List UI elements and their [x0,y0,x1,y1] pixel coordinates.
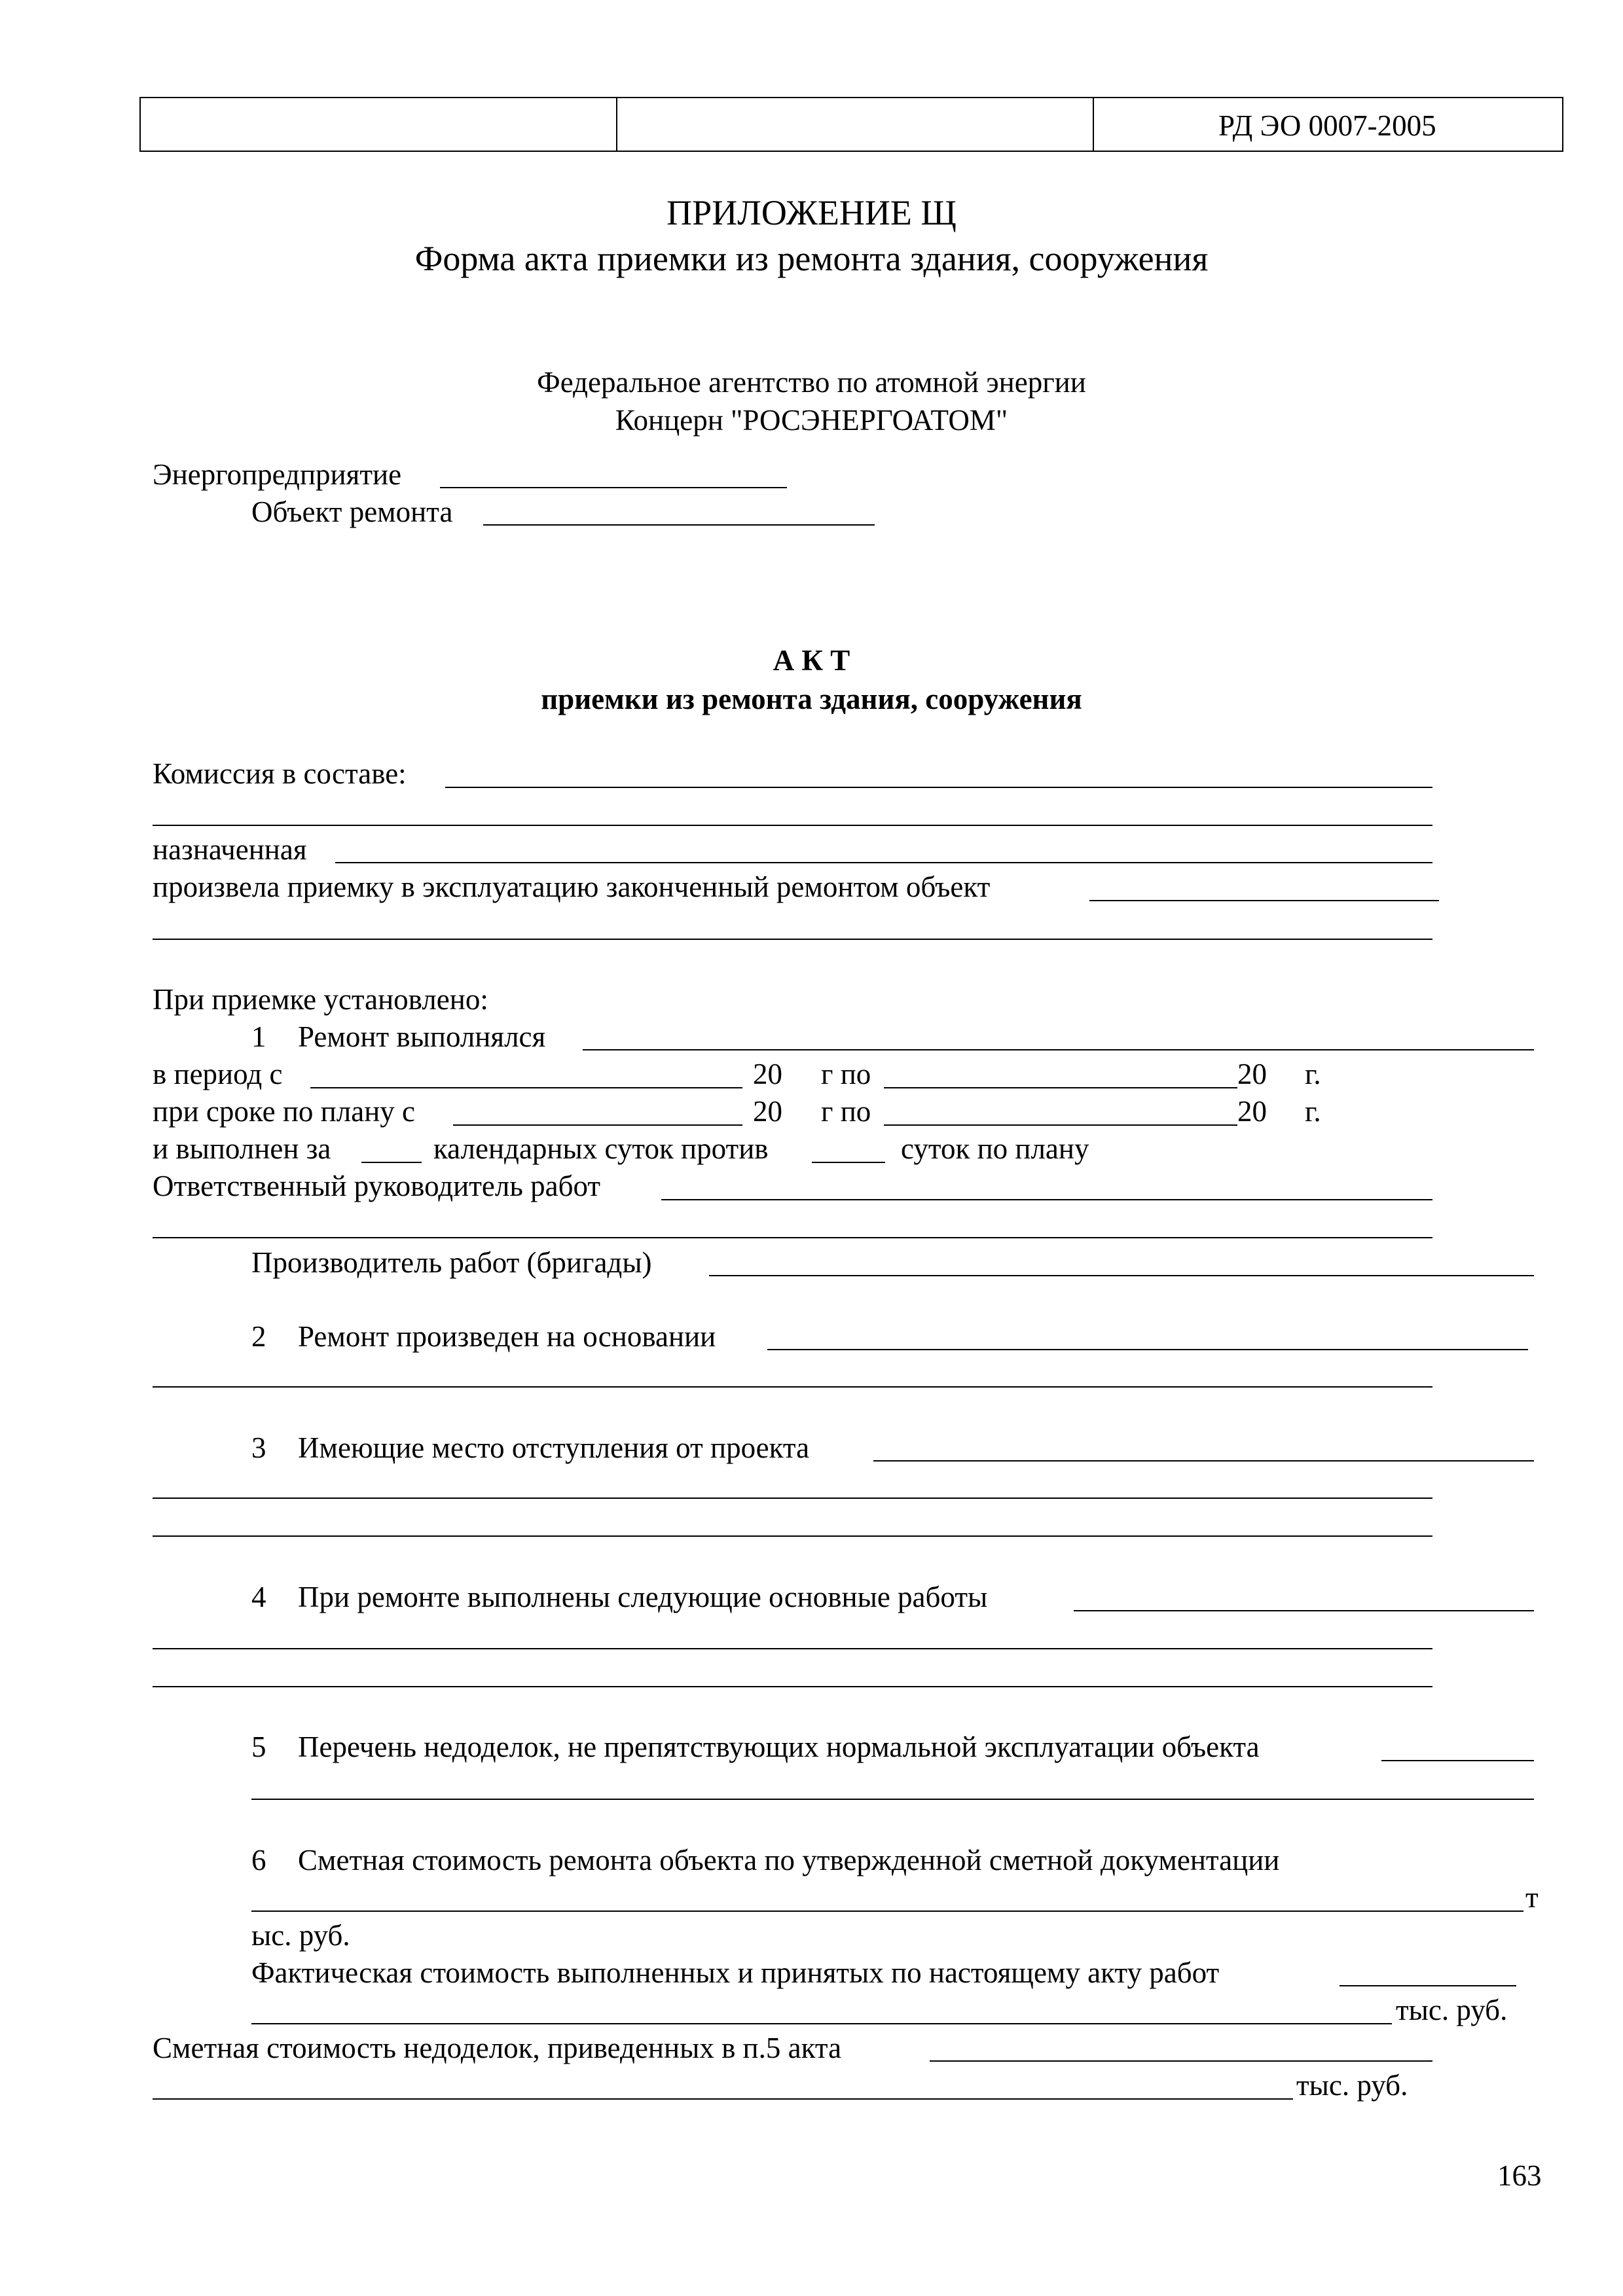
item-number-4: 4 [251,1581,266,1613]
period-from-field[interactable] [310,1087,742,1088]
appendix-subtitle: Форма акта приемки из ремонта здания, сооружения [414,239,1209,278]
plan-year-suffix: г. [1305,1095,1321,1128]
actual-cost-unit: тыс. руб. [1396,1994,1508,2026]
period-year-suffix: г. [1305,1058,1321,1090]
header-table [139,97,1563,152]
plan-to-year: 20 [1237,1095,1267,1128]
deviations-field-2[interactable] [153,1498,1432,1499]
deviations-field-3[interactable] [153,1535,1432,1537]
header-cell-code [1094,98,1562,151]
object-label: Объект ремонта [251,495,453,528]
basis-field-2[interactable] [153,1386,1432,1388]
item-number-6: 6 [251,1844,266,1876]
object-field[interactable] [483,524,875,526]
plan-days-label: суток по плану [901,1132,1089,1165]
defects-label: Перечень недоделок, не препятствующих нормальной эксплуатации объекта [298,1731,1260,1763]
defects-cost-unit: тыс. руб. [1296,2069,1408,2102]
period-from-year: 20 [753,1058,782,1090]
defects-field-2[interactable] [251,1799,1534,1800]
repair-done-label: Ремонт выполнялся [298,1020,546,1053]
responsible-label: Ответственный руководитель работ [153,1170,601,1202]
appendix-title: ПРИЛОЖЕНИЕ Щ [666,193,957,232]
item-number-3: 3 [251,1431,266,1464]
plan-from-label: при сроке по плану с [153,1095,416,1128]
item-number-2: 2 [251,1320,266,1353]
act-subtitle: приемки из ремонта здания, сооружения [541,683,1082,715]
accepted-object-field-2[interactable] [153,939,1432,940]
works-label: При ремонте выполнены следующие основные работы [298,1581,988,1613]
period-to-field[interactable] [884,1087,1237,1088]
accepted-label: произвела приемку в эксплуатацию законченный ремонтом объект [153,870,991,903]
appointed-field[interactable] [335,862,1432,863]
works-field-2[interactable] [153,1648,1432,1649]
item-number-5: 5 [251,1731,266,1763]
plan-to-label: г по [821,1095,871,1128]
header-cell-empty-2 [617,98,1094,151]
findings-intro: При приемке установлено: [153,983,488,1016]
enterprise-field[interactable] [440,487,787,488]
defects-cost-label: Сметная стоимость недоделок, приведенных в п.5 акта [153,2032,842,2064]
actual-cost-field-1[interactable] [1340,1985,1516,1986]
period-from-label: в период с [153,1058,283,1090]
defects-cost-field-2[interactable] [153,2098,1293,2100]
responsible-field-2[interactable] [153,1237,1432,1238]
enterprise-label: Энергопредприятие [153,458,402,491]
period-to-label: г по [821,1058,871,1090]
plan-days-field[interactable] [812,1162,885,1163]
commission-field-1[interactable] [445,787,1432,788]
accepted-object-field-1[interactable] [1089,900,1439,901]
commission-label: Комиссия в составе: [153,757,407,790]
plan-from-year: 20 [753,1095,782,1128]
plan-from-field[interactable] [453,1124,742,1126]
header-cell-empty-1 [141,98,617,151]
actual-cost-field-2[interactable] [251,2023,1392,2024]
done-days-field[interactable] [361,1162,422,1163]
works-field-1[interactable] [1074,1610,1534,1611]
deviations-label: Имеющие место отступления от проекта [298,1431,810,1464]
concern-name: Концерн "РОСЭНЕРГОАТОМ" [615,404,1008,437]
defects-field-1[interactable] [1381,1760,1534,1761]
estimate-unit-rest: ыс. руб. [251,1919,350,1952]
estimate-unit-t: т [1525,1881,1539,1914]
foreman-field[interactable] [709,1275,1534,1276]
plan-to-field[interactable] [884,1124,1237,1126]
works-field-3[interactable] [153,1686,1432,1687]
page-number: 163 [1497,2159,1542,2192]
defects-cost-field-1[interactable] [930,2060,1432,2062]
agency-name: Федеральное агентство по атомной энергии [537,366,1086,399]
done-in-label: и выполнен за [153,1132,331,1165]
appointed-label: назначенная [153,833,307,866]
deviations-field-1[interactable] [873,1460,1534,1462]
estimate-field[interactable] [251,1910,1523,1912]
repair-done-field[interactable] [583,1049,1534,1050]
responsible-field-1[interactable] [661,1199,1432,1200]
calendar-days-label: календарных суток против [433,1132,769,1165]
foreman-label: Производитель работ (бригады) [251,1246,652,1279]
actual-cost-label: Фактическая стоимость выполненных и принятых по настоящему акту работ [251,1956,1220,1989]
commission-field-2[interactable] [153,825,1432,826]
basis-label: Ремонт произведен на основании [298,1320,716,1353]
item-number-1: 1 [251,1020,266,1053]
estimate-label: Сметная стоимость ремонта объекта по утвержденной сметной документации [298,1844,1280,1876]
period-to-year: 20 [1237,1058,1267,1090]
act-title: А К Т [773,644,850,677]
document-code: РД ЭО 0007-2005 [1218,109,1436,142]
basis-field-1[interactable] [767,1349,1528,1350]
